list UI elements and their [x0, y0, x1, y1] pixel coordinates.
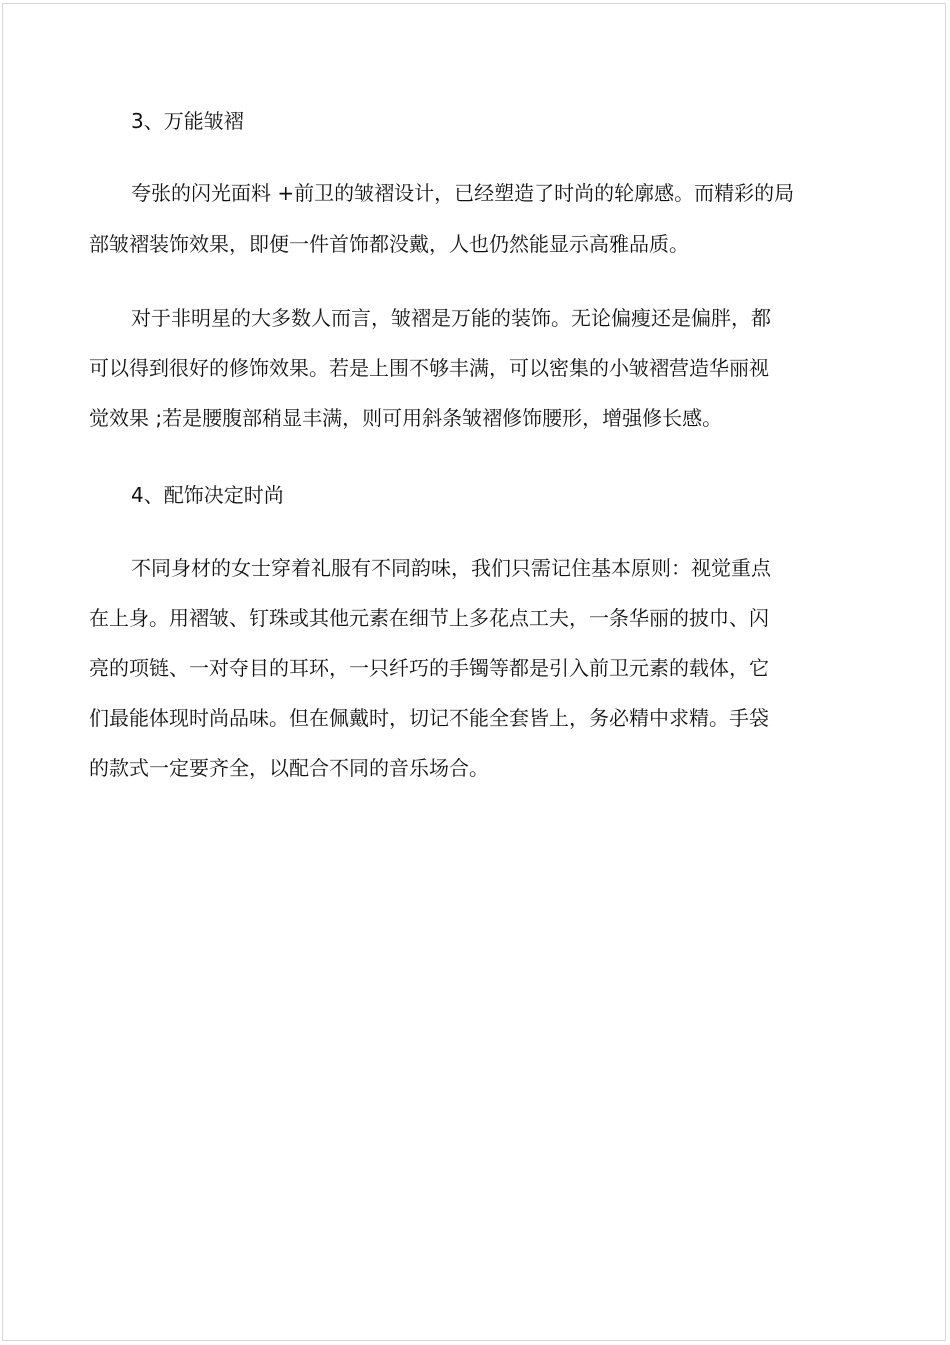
- section-heading-4: 4、配饰决定时尚: [131, 483, 284, 507]
- document-page: [2, 3, 946, 1341]
- paragraph-line: 们最能体现时尚品味。但在佩戴时，切记不能全套皆上，务必精中求精。手袋: [89, 706, 769, 730]
- paragraph-line: 可以得到很好的修饰效果。若是上围不够丰满，可以密集的小皱褶营造华丽视: [89, 356, 769, 380]
- section-heading-3: 3、万能皱褶: [131, 109, 244, 133]
- paragraph-line: 不同身材的女士穿着礼服有不同韵味，我们只需记住基本原则：视觉重点: [131, 556, 771, 580]
- paragraph-line: 夸张的闪光面料 +前卫的皱褶设计，已经塑造了时尚的轮廓感。而精彩的局: [131, 181, 795, 205]
- paragraph-line: 部皱褶装饰效果，即便一件首饰都没戴，人也仍然能显示高雅品质。: [89, 232, 689, 256]
- paragraph-line: 在上身。用褶皱、钉珠或其他元素在细节上多花点工夫，一条华丽的披巾、闪: [89, 606, 769, 630]
- paragraph-line: 对于非明星的大多数人而言，皱褶是万能的装饰。无论偏瘦还是偏胖，都: [131, 306, 771, 330]
- paragraph-line: 觉效果 ;若是腰腹部稍显丰满，则可用斜条皱褶修饰腰形，增强修长感。: [89, 406, 723, 430]
- paragraph-line: 的款式一定要齐全，以配合不同的音乐场合。: [89, 756, 489, 780]
- paragraph-line: 亮的项链、一对夺目的耳环，一只纤巧的手镯等都是引入前卫元素的载体，它: [89, 656, 769, 680]
